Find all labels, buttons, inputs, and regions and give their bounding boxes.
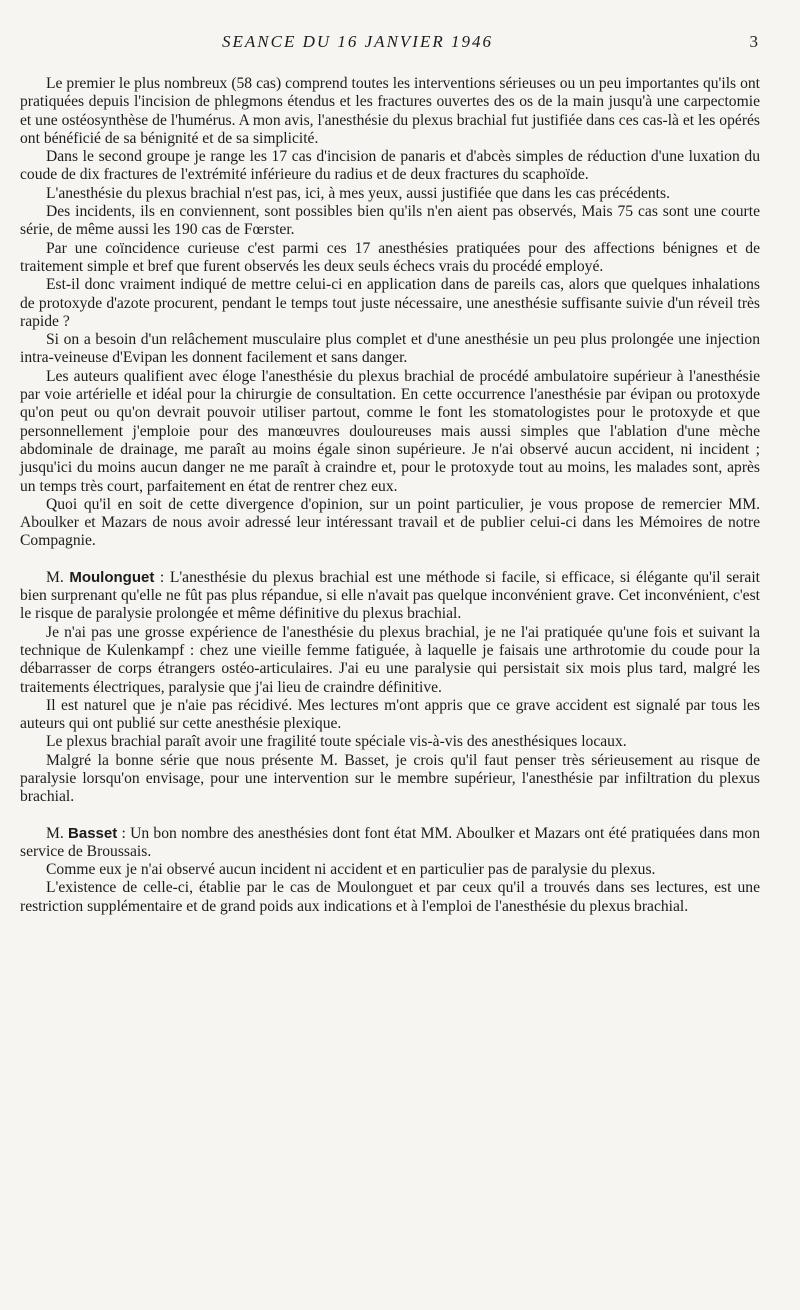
paragraph: Dans le second groupe je range les 17 cas d'incision de panaris et d'abcès simples de réduction d'une luxation du coude de dix fractures de l'extrémité inférieure du radius et de deux fractures du scaphoïde.: [20, 148, 760, 184]
page-header: [0, 32, 800, 58]
moulonguet-intervention: [20, 569, 760, 624]
basset-intervention: [20, 825, 760, 862]
speaker-prefix: M.: [46, 824, 69, 842]
paragraph: Le premier le plus nombreux (58 cas) comprend toutes les interventions sérieuses ou un peu importantes qu'ils ont pratiquées depuis l'incision de phlegmons étendus et les fractures ouvertes des os de la main jusqu'à une carpectomie et une ostéosynthèse de l'humérus. A mon avis, l'anesthésie du plexus brachial fut justifiée dans ces cas-là et les opérés ont bénéficié de sa bénignité et de sa simplicité.: [20, 75, 760, 147]
speaker-prefix: M.: [46, 568, 70, 586]
speaker-lead: : L'anesthésie du plexus brachial est une méthode si facile, si efficace, si élégante qu'il serait bien surprenant qu'elle ne fût pas plus répandue, si elle n'avait pas quelque inconvénient grave. Cet inconvénient, c'est le risque de paralysie prolongée et même définitive du plexus brachial.: [20, 568, 760, 623]
paragraph: L'existence de celle-ci, établie par le cas de Moulonguet et par ceux qu'il a trouvés dans ses lectures, est une restriction supplémentaire et de grand poids aux indications et à l'emploi de l'anesthésie du plexus brachial.: [20, 879, 760, 915]
speaker-lead: : Un bon nombre des anesthésies dont font état MM. Aboulker et Mazars ont été pratiquées dans mon service de Broussais.: [20, 824, 760, 860]
paragraph: Malgré la bonne série que nous présente M. Basset, je crois qu'il faut penser très sérieusement au risque de paralysie lorsqu'on envisage, pour une intervention sur le membre supérieur, l'anesthésie par infiltration du plexus brachial.: [20, 751, 760, 806]
speaker-name: Moulonguet: [69, 568, 155, 586]
paragraph: Quoi qu'il en soit de cette divergence d'opinion, sur un point particulier, je vous propose de remercier MM. Aboulker et Mazars de nous avoir adressé leur intéressant travail et de publier celui-ci dans les Mémoires de notre Compagnie.: [20, 495, 760, 550]
paragraph: Il est naturel que je n'aie pas récidivé. Mes lectures m'ont appris que ce grave accident est signalé par tous les auteurs qui ont publié sur cette anesthésie plexique.: [20, 696, 760, 733]
speaker-name: Basset: [68, 824, 118, 842]
paragraph: Comme eux je n'ai observé aucun incident ni accident et en particulier pas de paralysie du plexus.: [46, 861, 656, 879]
paragraph: Est-il donc vraiment indiqué de mettre celui-ci en application dans de pareils cas, alors que quelques inhalations de protoxyde d'azote procurent, pendant le temps tout juste nécessaire, une anesthésie suffisante suivie d'un réveil très rapide ?: [20, 276, 760, 330]
body-text: [20, 75, 760, 916]
paragraph: Si on a besoin d'un relâchement musculaire plus complet et d'une anesthésie un peu plus prolongée une injection intra-veineuse d'Evipan les donnent facilement et sans danger.: [20, 331, 760, 367]
paragraph: L'anesthésie du plexus brachial n'est pas, ici, à mes yeux, aussi justifiée que dans les cas précédents.: [46, 184, 670, 202]
paragraph: Des incidents, ils en conviennent, sont possibles bien qu'ils n'en aient pas observés, Mais 75 cas sont une courte série, de même aussi les 190 cas de Fœrster.: [20, 203, 760, 239]
paragraph: Je n'ai pas une grosse expérience de l'anesthésie du plexus brachial, je ne l'ai pratiquée qu'une fois et suivant la technique de Kulenkampf : chez une vieille femme fatiguée, à laquelle je faisais une arthrotomie du coude pour la débarrasser de corps étrangers ostéo-articulaires. J'ai eu une paralysie qui persistait six mois plus tard, malgré les traitements électriques, paralysie que j'ai lieu de craindre définitive.: [20, 623, 760, 696]
paragraph: Les auteurs qualifient avec éloge l'anesthésie du plexus brachial de procédé ambulatoire supérieur à l'anesthésie par voie artérielle et idéal pour la chirurgie de consultation. En cette occurrence l'anesthésie par évipan ou protoxyde qu'on peut ou qu'on devrait pouvoir utiliser partout, comme le font les stomatologistes pour le protoxyde et que personnellement j'emploie pour des manœuvres douloureuses mais aussi simples que l'ablation d'une mèche abdominale de drainage, me paraît au moins égale sinon supérieure. Je n'ai observé aucun accident, ni incident ; jusqu'ici du moins aucun danger ne me paraît à craindre et, pour le protoxyde tout au moins, les malades sont, après un temps très court, parfaitement en état de rentrer chez eux.: [20, 367, 760, 495]
paragraph: Par une coïncidence curieuse c'est parmi ces 17 anesthésies pratiquées pour des affections bénignes et de traitement simple et bref que furent observés les deux seuls échecs vrais du procédé employé.: [20, 239, 760, 275]
paragraph: Le plexus brachial paraît avoir une fragilité toute spéciale vis-à-vis des anesthésiques locaux.: [46, 733, 627, 751]
page-number: 3: [749, 32, 758, 51]
running-title: SEANCE DU 16 JANVIER 1946: [222, 32, 493, 51]
